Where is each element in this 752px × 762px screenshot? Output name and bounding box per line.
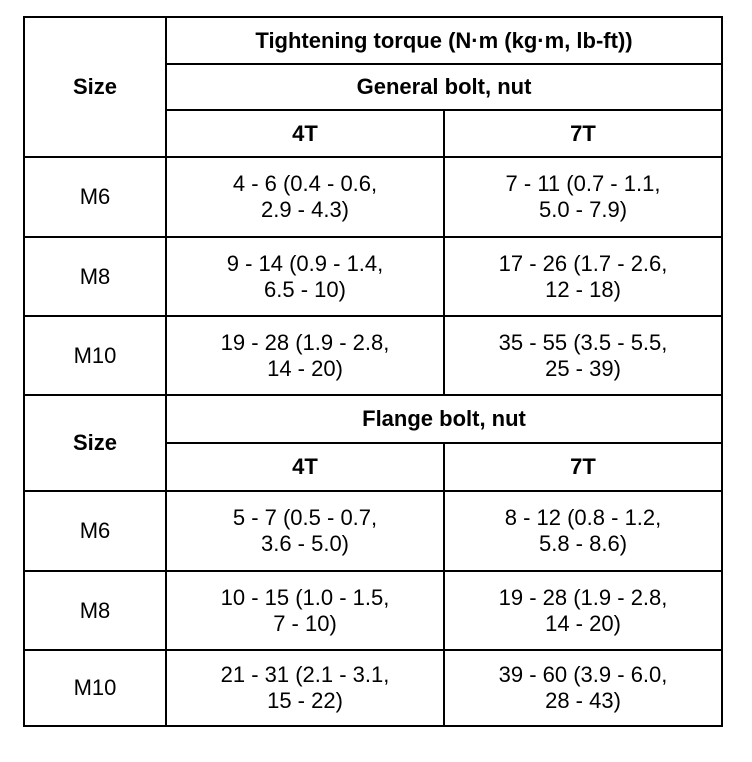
size-header: Size xyxy=(24,395,166,491)
table-row xyxy=(24,571,722,650)
grade-4t-header: 4T xyxy=(166,443,444,491)
torque-4t-cell: 9 - 14 (0.9 - 1.4, 6.5 - 10) xyxy=(166,237,444,316)
table-row xyxy=(24,650,722,726)
torque-header: Tightening torque (N·m (kg·m, lb-ft)) xyxy=(166,17,722,64)
size-cell: M6 xyxy=(24,491,166,571)
grade-7t-header: 7T xyxy=(444,110,722,157)
torque-4t-cell: 5 - 7 (0.5 - 0.7, 3.6 - 5.0) xyxy=(166,491,444,571)
size-cell: M6 xyxy=(24,157,166,237)
torque-7t-cell: 8 - 12 (0.8 - 1.2, 5.8 - 8.6) xyxy=(444,491,722,571)
torque-7t-cell: 7 - 11 (0.7 - 1.1, 5.0 - 7.9) xyxy=(444,157,722,237)
torque-7t-cell: 17 - 26 (1.7 - 2.6, 12 - 18) xyxy=(444,237,722,316)
torque-4t-cell: 19 - 28 (1.9 - 2.8, 14 - 20) xyxy=(166,316,444,395)
table-row xyxy=(24,157,722,237)
size-cell: M10 xyxy=(24,650,166,726)
torque-table xyxy=(23,16,723,727)
size-header: Size xyxy=(24,17,166,157)
torque-4t-cell: 4 - 6 (0.4 - 0.6, 2.9 - 4.3) xyxy=(166,157,444,237)
grade-7t-header: 7T xyxy=(444,443,722,491)
torque-4t-cell: 10 - 15 (1.0 - 1.5, 7 - 10) xyxy=(166,571,444,650)
table-row xyxy=(24,316,722,395)
flange-bolt-header: Flange bolt, nut xyxy=(166,395,722,443)
size-cell: M8 xyxy=(24,571,166,650)
general-bolt-header: General bolt, nut xyxy=(166,64,722,110)
table-row xyxy=(24,491,722,571)
table-row xyxy=(24,237,722,316)
torque-7t-cell: 39 - 60 (3.9 - 6.0, 28 - 43) xyxy=(444,650,722,726)
grade-4t-header: 4T xyxy=(166,110,444,157)
header-row xyxy=(24,17,722,64)
header-row xyxy=(24,395,722,443)
size-cell: M8 xyxy=(24,237,166,316)
size-cell: M10 xyxy=(24,316,166,395)
torque-4t-cell: 21 - 31 (2.1 - 3.1, 15 - 22) xyxy=(166,650,444,726)
torque-7t-cell: 19 - 28 (1.9 - 2.8, 14 - 20) xyxy=(444,571,722,650)
torque-7t-cell: 35 - 55 (3.5 - 5.5, 25 - 39) xyxy=(444,316,722,395)
